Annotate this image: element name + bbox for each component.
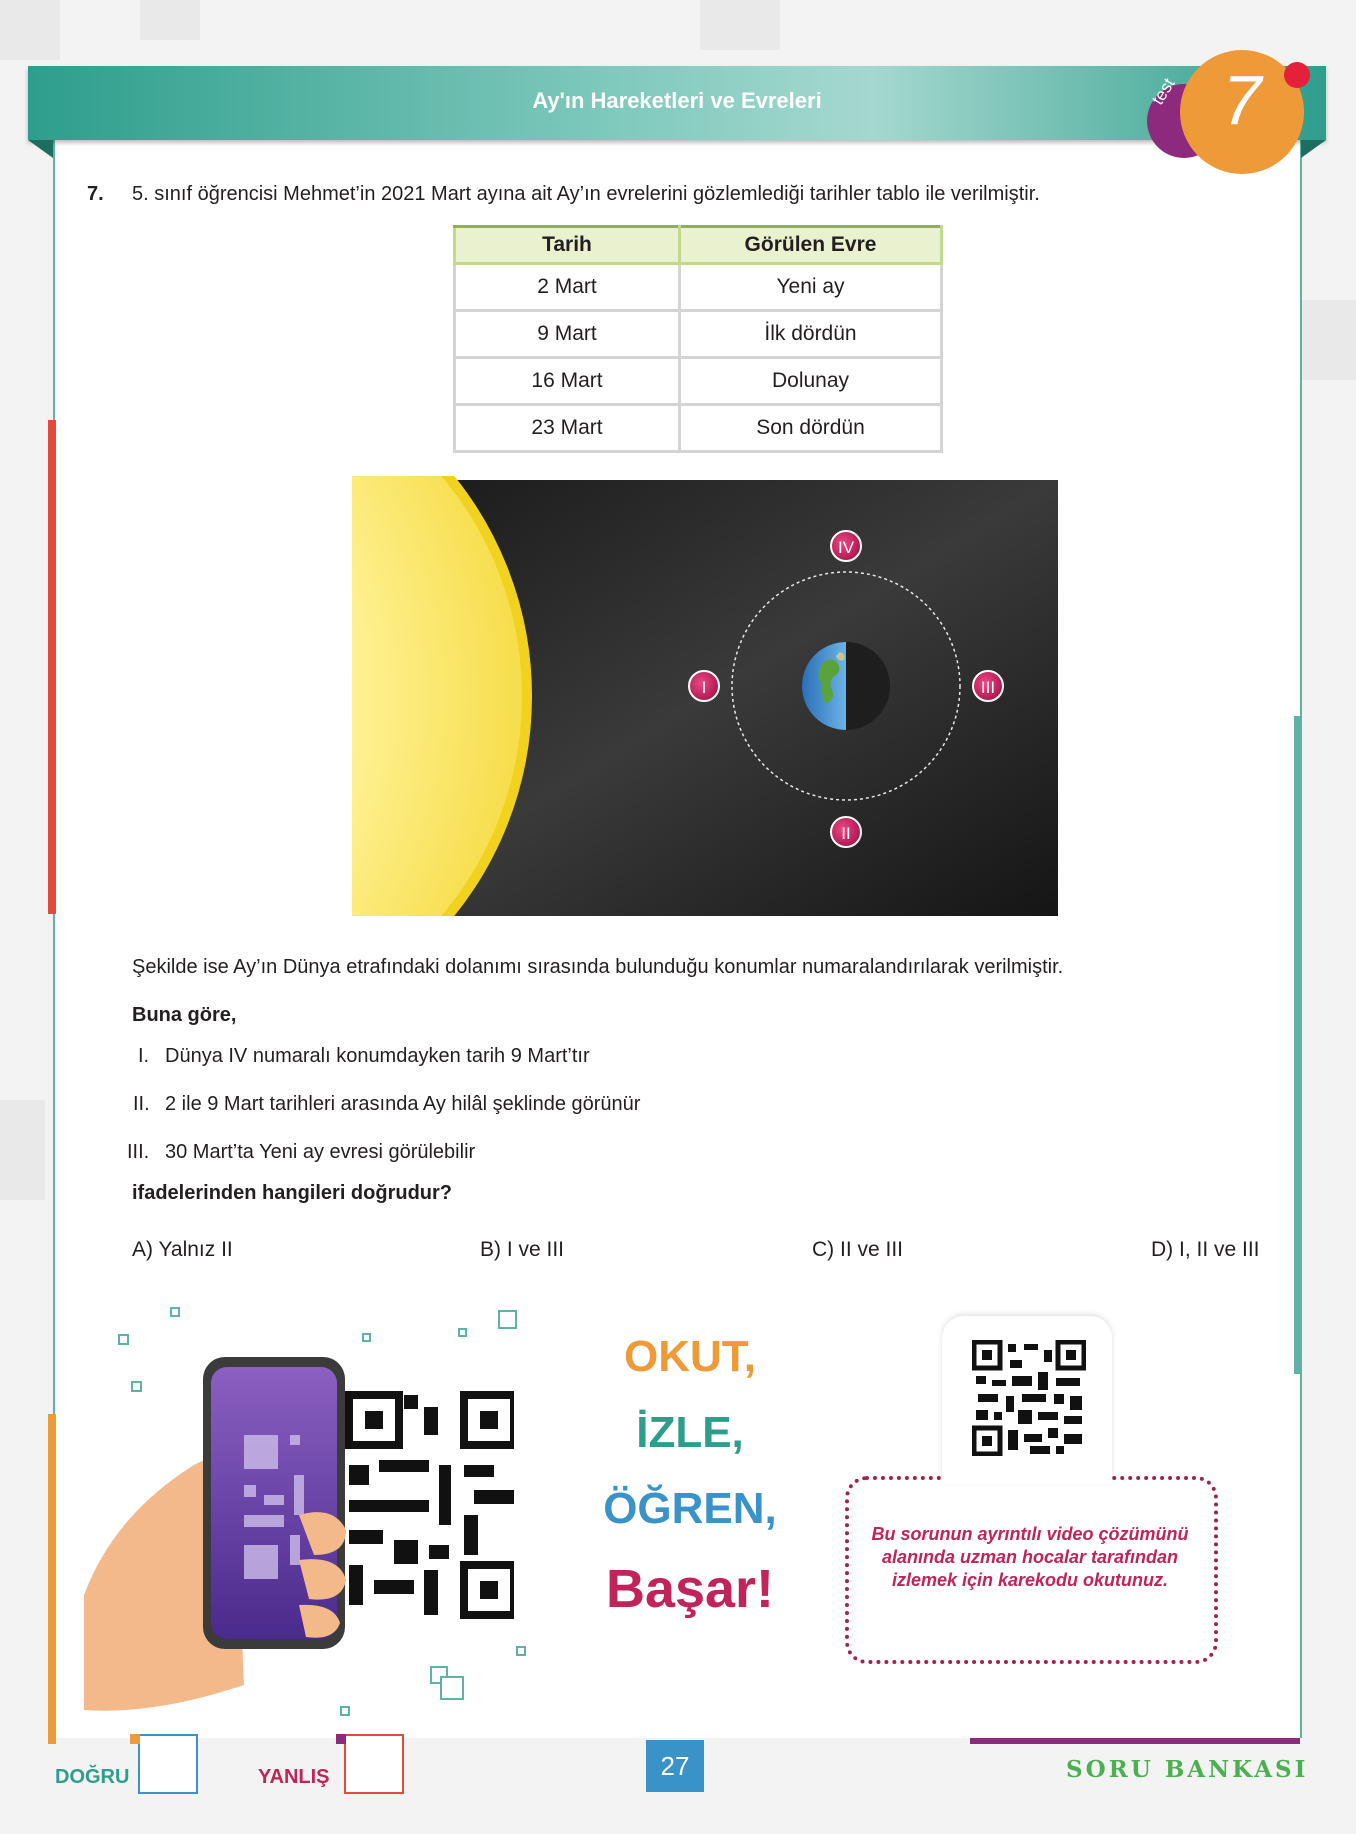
table-row <box>455 358 942 405</box>
figure-description: Şekilde ise Ay’ın Dünya etrafındaki dolanımı sırasında bulunduğu konumlar numaralandırılarak verilmiştir. <box>132 956 1064 978</box>
wrong-label: YANLIŞ <box>258 1766 330 1788</box>
table-cell-phase: Yeni ay <box>680 264 942 311</box>
side-accent-orange <box>48 1414 56 1744</box>
background-tile <box>1300 300 1356 380</box>
option-d[interactable]: D) I, II ve III <box>1151 1238 1260 1261</box>
table-header-row <box>455 227 942 264</box>
table-cell-date: 16 Mart <box>455 358 680 405</box>
test-label: test <box>1148 74 1179 109</box>
promo-okut: OKUT, <box>624 1332 756 1381</box>
brand-label: SORU BANKASI <box>1066 1756 1309 1783</box>
table-cell-phase: Dolunay <box>680 358 942 405</box>
decor-square <box>170 1307 180 1317</box>
position-marker <box>831 817 861 847</box>
decor-square <box>458 1328 467 1337</box>
background-tile <box>140 0 200 40</box>
position-marker <box>973 671 1003 701</box>
decor-square <box>118 1334 129 1345</box>
table-cell-date: 23 Mart <box>455 405 680 452</box>
qr-code-icon <box>349 1395 514 1615</box>
background-tile <box>0 0 60 60</box>
table-cell-date: 2 Mart <box>455 264 680 311</box>
side-accent-teal <box>1294 716 1302 1374</box>
position-label: IV <box>837 538 855 557</box>
wrong-count-box[interactable] <box>344 1734 404 1794</box>
question-prompt: ifadelerinden hangileri doğrudur? <box>132 1182 453 1204</box>
question-number: 7. <box>87 183 104 205</box>
table-row <box>455 264 942 311</box>
qr-code-icon[interactable] <box>972 1340 1086 1456</box>
option-c[interactable]: C) II ve III <box>812 1238 904 1261</box>
observation-table <box>453 225 943 453</box>
page-title: Ay'ın Hareketleri ve Evreleri <box>532 88 822 113</box>
badge-dot <box>1284 62 1310 88</box>
position-label: III <box>980 678 996 697</box>
side-accent-red <box>48 420 56 914</box>
background-tile <box>700 0 780 50</box>
position-marker <box>831 531 861 561</box>
decor-square <box>362 1333 371 1342</box>
correct-label: DOĞRU <box>55 1766 130 1788</box>
statement-text: Dünya IV numaralı konumdayken tarih 9 Mart’tır <box>165 1045 590 1067</box>
promo-basar: Başar! <box>605 1559 775 1619</box>
table-row <box>455 405 942 452</box>
position-marker <box>689 671 719 701</box>
position-label: II <box>841 824 851 843</box>
promo-ogren: ÖĞREN, <box>603 1484 777 1533</box>
table-header: Tarih <box>455 227 680 264</box>
correct-count-box[interactable] <box>138 1734 198 1794</box>
header-fold-left <box>28 140 53 158</box>
table-cell-date: 9 Mart <box>455 311 680 358</box>
page-header <box>28 66 1326 140</box>
background-tile <box>0 1100 45 1200</box>
phone-scan-illustration <box>84 1355 514 1725</box>
box-corner <box>130 1734 140 1744</box>
video-info-text: Bu sorunun ayrıntılı video çözümünü alanında uzman hocalar tarafından izlemek için karekodu okutunuz. <box>871 1524 1189 1590</box>
promo-izle: İZLE, <box>636 1408 744 1457</box>
decor-square <box>498 1310 517 1329</box>
statement-text: 2 ile 9 Mart tarihleri arasında Ay hilâl şeklinde görünür <box>165 1093 641 1115</box>
option-b[interactable]: B) I ve III <box>480 1238 565 1261</box>
table-cell-phase: İlk dördün <box>680 311 942 358</box>
decor-square <box>516 1646 526 1656</box>
option-a[interactable]: A) Yalnız II <box>132 1238 233 1261</box>
page-number: 27 <box>660 1751 690 1781</box>
moon-orbit-figure <box>352 476 1058 916</box>
footer-rule <box>970 1738 1300 1744</box>
statement-number: III. <box>127 1141 150 1163</box>
earth-icon <box>802 642 890 730</box>
qr-card[interactable] <box>942 1316 1112 1484</box>
test-number: 7 <box>1222 61 1262 139</box>
header-fold-right <box>1301 140 1326 158</box>
table-header: Görülen Evre <box>680 227 942 264</box>
question-intro: 5. sınıf öğrencisi Mehmet’in 2021 Mart ayına ait Ay’ın evrelerini gözlemlediği tarihler tablo ile verilmiştir. <box>132 183 1040 205</box>
lead-text: Buna göre, <box>132 1004 237 1026</box>
position-label: I <box>701 678 707 697</box>
table-row <box>455 311 942 358</box>
table-cell-phase: Son dördün <box>680 405 942 452</box>
statement-text: 30 Mart’ta Yeni ay evresi görülebilir <box>165 1141 476 1163</box>
statement-number: II. <box>133 1093 150 1115</box>
box-corner <box>336 1734 346 1744</box>
statement-number: I. <box>138 1045 150 1067</box>
